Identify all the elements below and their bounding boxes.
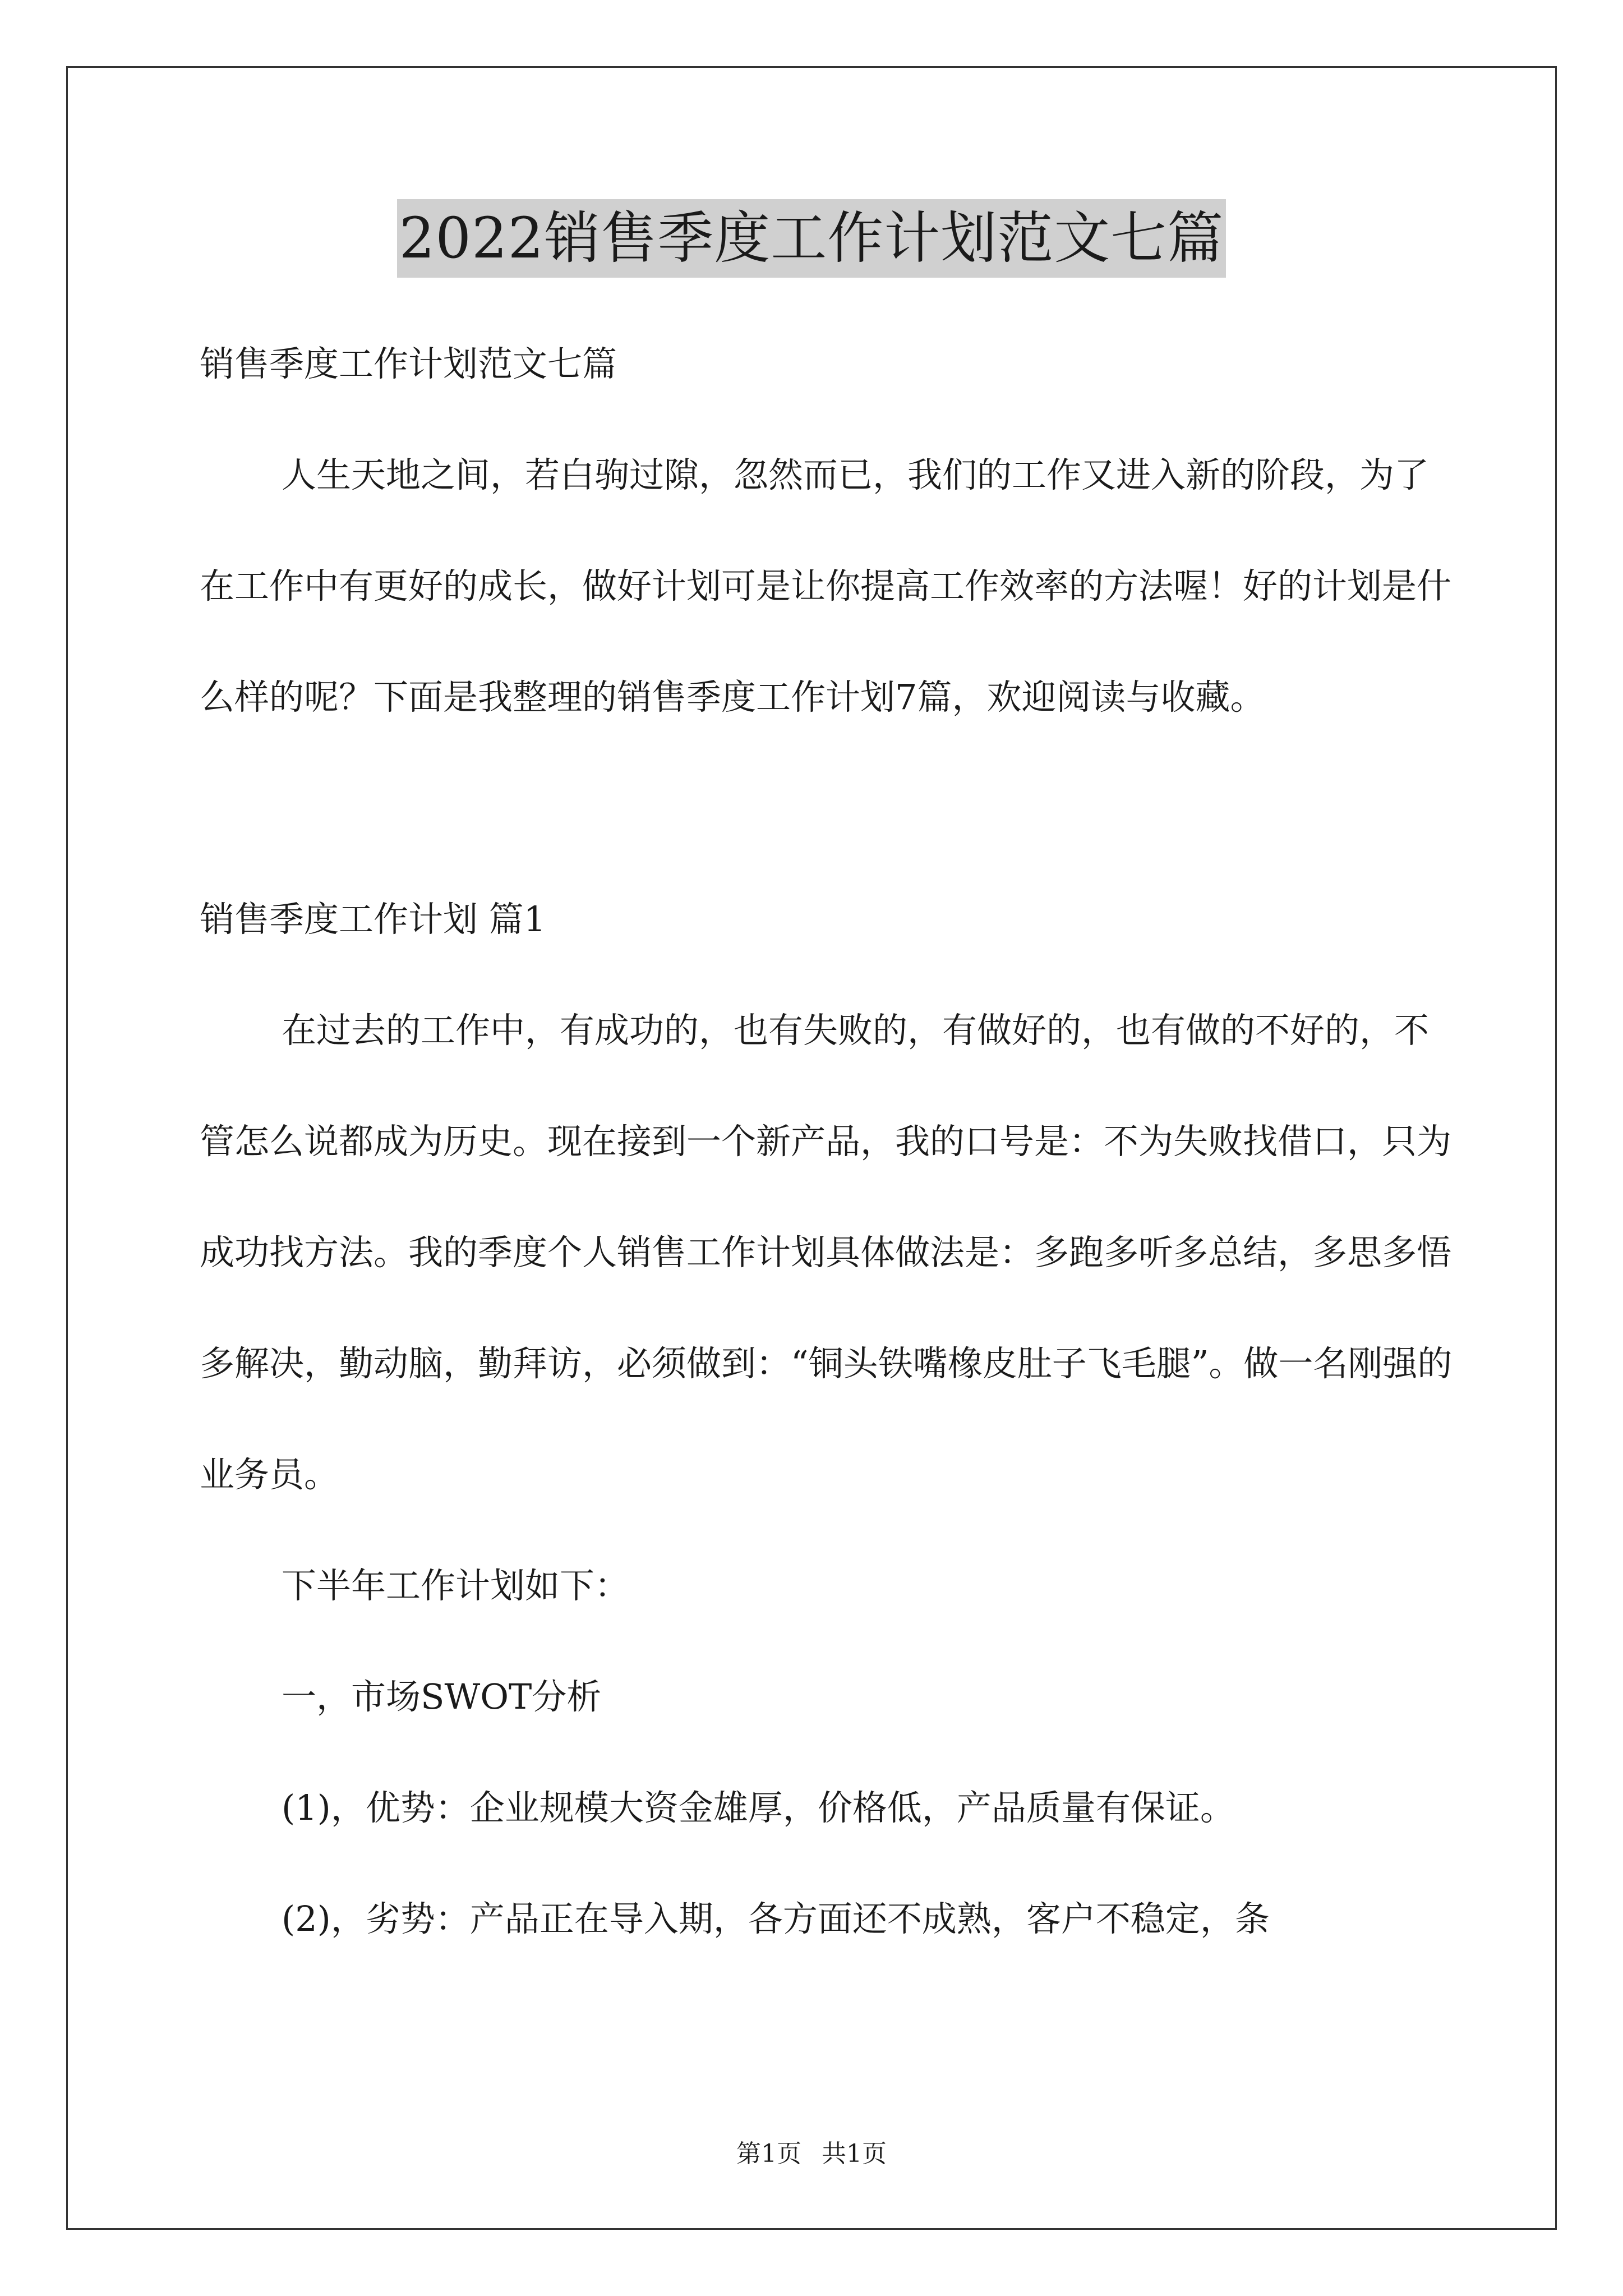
section-heading: 销售季度工作计划 篇1 — [200, 899, 546, 940]
document-body — [200, 309, 1456, 1975]
body-paragraph: 下半年工作计划如下： — [282, 1565, 630, 1606]
document-subtitle: 销售季度工作计划范文七篇 — [200, 343, 617, 384]
document-title: 2022销售季度工作计划范文七篇 — [397, 199, 1227, 278]
body-paragraph: 在过去的工作中，有成功的，也有失败的，有做好的，也有做的不好的，不管怎么说都成为历史。现在接到一个新产品，我的口号是：不为失败找借口，只为成功找方法。我的季度个人销售工作计划具体做法是：多跑多听多总结，多思多悟多解决，勤动脑，勤拜访，必须做到：“铜头铁嘴橡皮肚子飞毛腿”。做一名刚强的业务员。 — [200, 1010, 1453, 1495]
page-number: 第1页 — [736, 2139, 801, 2168]
paragraph-gap — [200, 753, 1456, 864]
page-total: 共1页 — [822, 2139, 887, 2168]
body-paragraph: 一，市场SWOT分析 — [282, 1676, 602, 1717]
body-paragraph: (2)，劣势：产品正在导入期，各方面还不成熟，客户不稳定，条 — [282, 1898, 1270, 1939]
intro-paragraph: 人生天地之间，若白驹过隙，忽然而已，我们的工作又进入新的阶段，为了在工作中有更好的成长，做好计划可是让你提高工作效率的方法喔！好的计划是什么样的呢？下面是我整理的销售季度工作计划7篇，欢迎阅读与收藏。 — [200, 454, 1452, 717]
page-footer — [0, 2137, 1623, 2171]
title-container — [0, 199, 1623, 278]
body-paragraph: (1)，优势：企业规模大资金雄厚，价格低，产品质量有保证。 — [282, 1787, 1235, 1828]
